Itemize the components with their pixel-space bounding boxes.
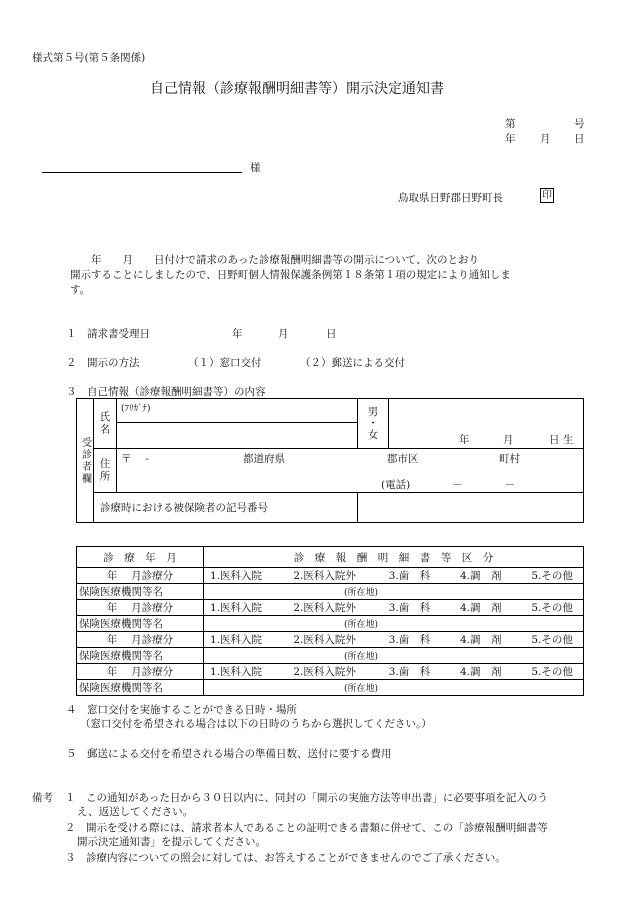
date-year: 年 bbox=[505, 133, 516, 145]
issuer: 鳥取県日野郡日野町長 bbox=[398, 192, 503, 204]
item-2-label: ２ 開示の方法 bbox=[66, 357, 140, 369]
birthdate-cell[interactable] bbox=[389, 399, 584, 449]
birth-year: 年 bbox=[459, 434, 470, 446]
address-label: 住所 bbox=[98, 458, 111, 483]
treatment-table bbox=[76, 546, 584, 696]
doc-number-dai: 第 bbox=[505, 118, 516, 130]
item-2-option-2: （２）郵送による交付 bbox=[300, 357, 405, 369]
body-text-1: 年 月 日付けで請求のあった診療報酬明細書等の開示について、次のとおり bbox=[70, 254, 479, 266]
sex-label: 男・女 bbox=[366, 406, 379, 441]
town: 町村 bbox=[499, 453, 520, 465]
insured-number-label: 診療時における被保険者の記号番号 bbox=[100, 502, 268, 514]
institution-label: 保険医療機関等名 bbox=[77, 648, 204, 664]
treatment-block bbox=[76, 599, 584, 632]
date-day: 日 bbox=[574, 133, 585, 145]
item-1-year: 年 bbox=[232, 328, 243, 340]
note-2b: 開示決定通知書」を提示してください。 bbox=[77, 836, 266, 848]
body-text-2: 開示することにしましたので、日野町個人情報保護条例第１８条第１項の規定により通知しま bbox=[70, 269, 511, 281]
recipient-table bbox=[76, 398, 584, 523]
birth-day: 日 生 bbox=[549, 434, 574, 446]
postal-code: 〒 - bbox=[121, 453, 149, 465]
institution-location[interactable]: (所在地) bbox=[204, 648, 584, 664]
seal-mark: 印 bbox=[542, 190, 552, 201]
treatment-month[interactable]: 年 月診療分 bbox=[77, 632, 204, 648]
treatment-block bbox=[76, 567, 584, 600]
header-category: 診 療 報 酬 明 細 書 等 区 分 bbox=[204, 547, 584, 568]
prefecture: 都道府県 bbox=[243, 453, 285, 465]
furigana-label: (ﾌﾘｶﾞﾅ) bbox=[121, 404, 151, 414]
treatment-month[interactable]: 年 月診療分 bbox=[77, 664, 204, 680]
treatment-block bbox=[76, 631, 584, 664]
item-5-label: ５ 郵送による交付を希望される場合の準備日数、送付に要する費用 bbox=[66, 748, 392, 760]
note-2a: ２ 開示を受ける際には、請求者本人であることの証明できる書類に併せて、この「診療報酬明細書等 bbox=[65, 822, 548, 834]
treatment-month[interactable]: 年 月診療分 bbox=[77, 568, 204, 584]
institution-location[interactable]: (所在地) bbox=[204, 616, 584, 632]
header-month: 診 療 年 月 bbox=[77, 547, 204, 568]
item-2-option-1: （１）窓口交付 bbox=[188, 357, 262, 369]
addressee-suffix: 様 bbox=[250, 162, 261, 174]
body-text-3: す。 bbox=[70, 284, 91, 296]
page-title: 自己情報（診療報酬明細書等）開示決定通知書 bbox=[150, 81, 444, 97]
item-4-label: ４ 窓口交付を実施することができる日時・場所 bbox=[66, 704, 297, 716]
side-label-cell bbox=[77, 399, 94, 523]
item-4-note: （窓口交付を希望される場合は以下の日時のうちから選択してください。） bbox=[80, 718, 432, 730]
note-1a: １ この通知があった日から３０日以内に、同封の「開示の実施方法等申出書」に必要事項を記入のう bbox=[65, 792, 548, 804]
institution-label: 保険医療機関等名 bbox=[77, 584, 204, 600]
date-month: 月 bbox=[540, 133, 551, 145]
treatment-category[interactable]: 1.医科入院 2.医科入院外 3.歯 科 4.調 剤 5.その他 bbox=[204, 600, 584, 616]
birth-month: 月 bbox=[503, 434, 514, 446]
item-3-label: ３ 自己情報（診療報酬明細書等）の内容 bbox=[66, 386, 266, 398]
institution-location[interactable]: (所在地) bbox=[204, 584, 584, 600]
name-label: 氏名 bbox=[98, 411, 111, 436]
treatment-category[interactable]: 1.医科入院 2.医科入院外 3.歯 科 4.調 剤 5.その他 bbox=[204, 632, 584, 648]
address-label-cell bbox=[94, 449, 117, 493]
institution-label: 保険医療機関等名 bbox=[77, 616, 204, 632]
insured-number-cell[interactable] bbox=[358, 493, 584, 523]
institution-location[interactable]: (所在地) bbox=[204, 680, 584, 696]
address-cell[interactable] bbox=[117, 449, 584, 493]
doc-number-go: 号 bbox=[574, 118, 585, 130]
insured-label-cell bbox=[94, 493, 358, 523]
treatment-category[interactable]: 1.医科入院 2.医科入院外 3.歯 科 4.調 剤 5.その他 bbox=[204, 664, 584, 680]
form-number: 様式第５号(第５条関係) bbox=[32, 52, 146, 64]
name-label-cell bbox=[94, 399, 117, 449]
side-label: 受診者欄 bbox=[79, 436, 91, 485]
treatment-month[interactable]: 年 月診療分 bbox=[77, 600, 204, 616]
telephone: (電話) － － bbox=[381, 479, 516, 491]
notes-label: 備考 bbox=[32, 792, 53, 804]
name-input-cell[interactable] bbox=[117, 423, 358, 449]
institution-label: 保険医療機関等名 bbox=[77, 680, 204, 696]
note-1b: え、返送してください。 bbox=[77, 806, 194, 818]
sex-cell[interactable] bbox=[358, 399, 389, 449]
city: 郡市区 bbox=[387, 453, 419, 465]
treatment-block bbox=[76, 663, 584, 696]
item-1-label: １ 請求書受理日 bbox=[66, 328, 150, 340]
furigana-cell[interactable] bbox=[117, 399, 358, 423]
note-3: ３ 診療内容についての照会に対しては、お答えすることができませんのでご了承ください。 bbox=[65, 852, 506, 864]
treatment-category[interactable]: 1.医科入院 2.医科入院外 3.歯 科 4.調 剤 5.その他 bbox=[204, 568, 584, 584]
addressee-line bbox=[42, 172, 242, 173]
treatment-rows bbox=[76, 567, 584, 696]
item-1-month: 月 bbox=[278, 328, 289, 340]
item-1-day: 日 bbox=[326, 328, 337, 340]
